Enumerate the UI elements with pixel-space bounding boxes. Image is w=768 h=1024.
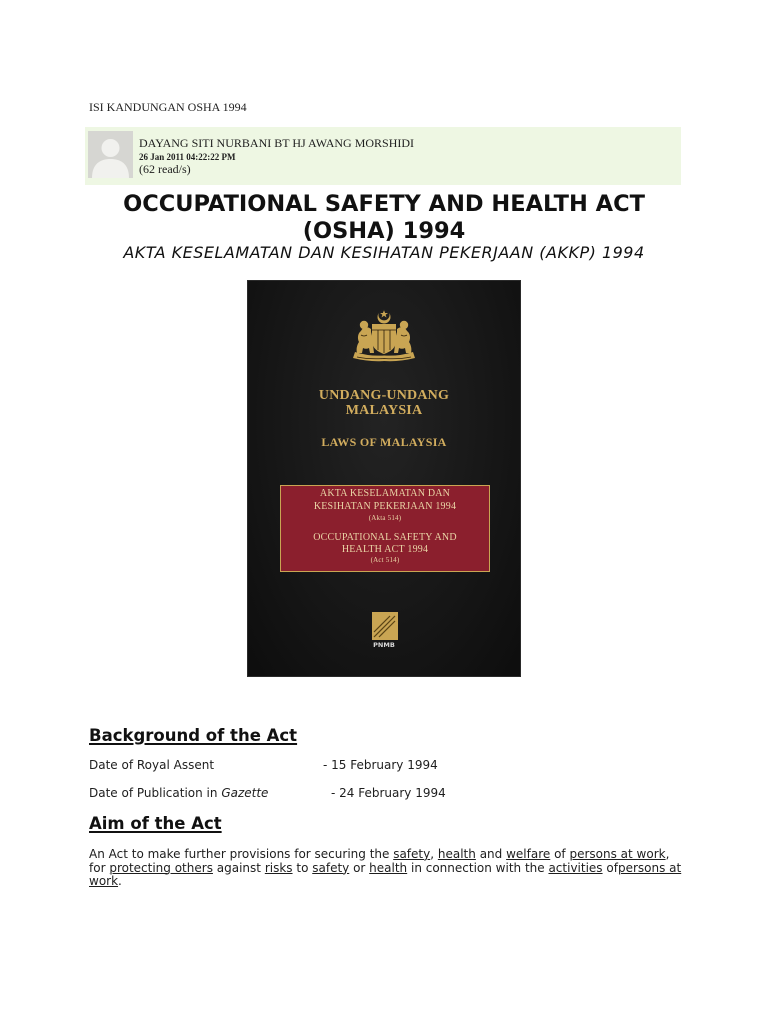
- link-protecting-others[interactable]: protecting others: [109, 860, 213, 875]
- post-timestamp: 26 Jan 2011 04:22:22 PM: [139, 152, 236, 162]
- aim-heading: Aim of the Act: [89, 814, 222, 833]
- aim-text: ,: [665, 847, 670, 861]
- document-subtitle: AKTA KESELAMATAN DAN KESIHATAN PEKERJAAN (AKKP) 1994: [123, 243, 645, 262]
- link-safety[interactable]: safety: [312, 860, 350, 875]
- aim-text: and: [475, 847, 507, 861]
- cover-label-line: OCCUPATIONAL SAFETY AND: [313, 531, 457, 543]
- cover-label-act-number: (Akta 514): [368, 514, 402, 522]
- aim-text: in connection with the: [407, 860, 549, 875]
- document-title: OCCUPATIONAL SAFETY AND HEALTH ACT (OSHA) 1994: [123, 191, 645, 244]
- author-info-box: [85, 127, 681, 185]
- publication-label-text: Date of Publication in: [89, 786, 222, 800]
- book-cover-image: [247, 280, 521, 677]
- aim-paragraph: [89, 848, 681, 889]
- aim-text: for: [89, 860, 110, 875]
- read-count: (62 read/s): [139, 162, 191, 176]
- cover-series-english: LAWS OF MALAYSIA: [321, 435, 447, 449]
- cover-publisher-name: PNMB: [373, 641, 395, 649]
- page-header-title: ISI KANDUNGAN OSHA 1994: [89, 100, 247, 114]
- link-activities[interactable]: activities: [548, 860, 603, 875]
- background-heading: Background of the Act: [89, 726, 298, 745]
- link-persons-at-work[interactable]: persons at: [617, 860, 682, 875]
- cover-label-line: HEALTH ACT 1994: [341, 543, 429, 555]
- aim-text: against: [212, 860, 265, 875]
- cover-label-line: KESIHATAN PEKERJAAN 1994: [313, 500, 457, 512]
- royal-assent-date: - 15 February 1994: [323, 758, 438, 772]
- aim-text: ,: [430, 847, 438, 861]
- link-health[interactable]: health: [369, 860, 408, 875]
- aim-text: of: [602, 860, 618, 875]
- cover-series-title: MALAYSIA: [345, 403, 423, 418]
- link-persons-at-work[interactable]: work: [89, 874, 119, 888]
- aim-text: or: [349, 860, 370, 875]
- aim-text: .: [118, 874, 122, 888]
- pnmb-logo-icon: [372, 612, 398, 640]
- publication-label-gazette: Gazette: [221, 786, 269, 800]
- aim-paragraph-line: [89, 875, 681, 889]
- publication-date: - 24 February 1994: [331, 786, 446, 800]
- link-safety[interactable]: safety: [393, 847, 431, 861]
- user-silhouette-icon: [88, 131, 133, 178]
- cover-label-act-number: (Act 514): [370, 556, 400, 564]
- aim-paragraph-line: [89, 848, 681, 862]
- cover-title-label: [280, 485, 490, 572]
- author-name: DAYANG SITI NURBANI BT HJ AWANG MORSHIDI: [139, 136, 415, 150]
- aim-text: to: [292, 860, 313, 875]
- cover-label-line: AKTA KESELAMATAN DAN: [319, 488, 451, 499]
- malaysia-coat-of-arms-icon: [349, 308, 419, 362]
- cover-series-title: UNDANG-UNDANG: [318, 388, 450, 403]
- link-persons-at-work[interactable]: persons at work: [569, 847, 666, 861]
- aim-paragraph-line: [89, 862, 681, 876]
- link-risks[interactable]: risks: [264, 860, 293, 875]
- publication-label: [89, 786, 268, 800]
- aim-text: of: [550, 847, 570, 861]
- link-welfare[interactable]: welfare: [506, 847, 551, 861]
- aim-text: An Act to make further provisions for securing the: [89, 847, 394, 861]
- royal-assent-label: Date of Royal Assent: [89, 758, 215, 772]
- link-health[interactable]: health: [437, 847, 476, 861]
